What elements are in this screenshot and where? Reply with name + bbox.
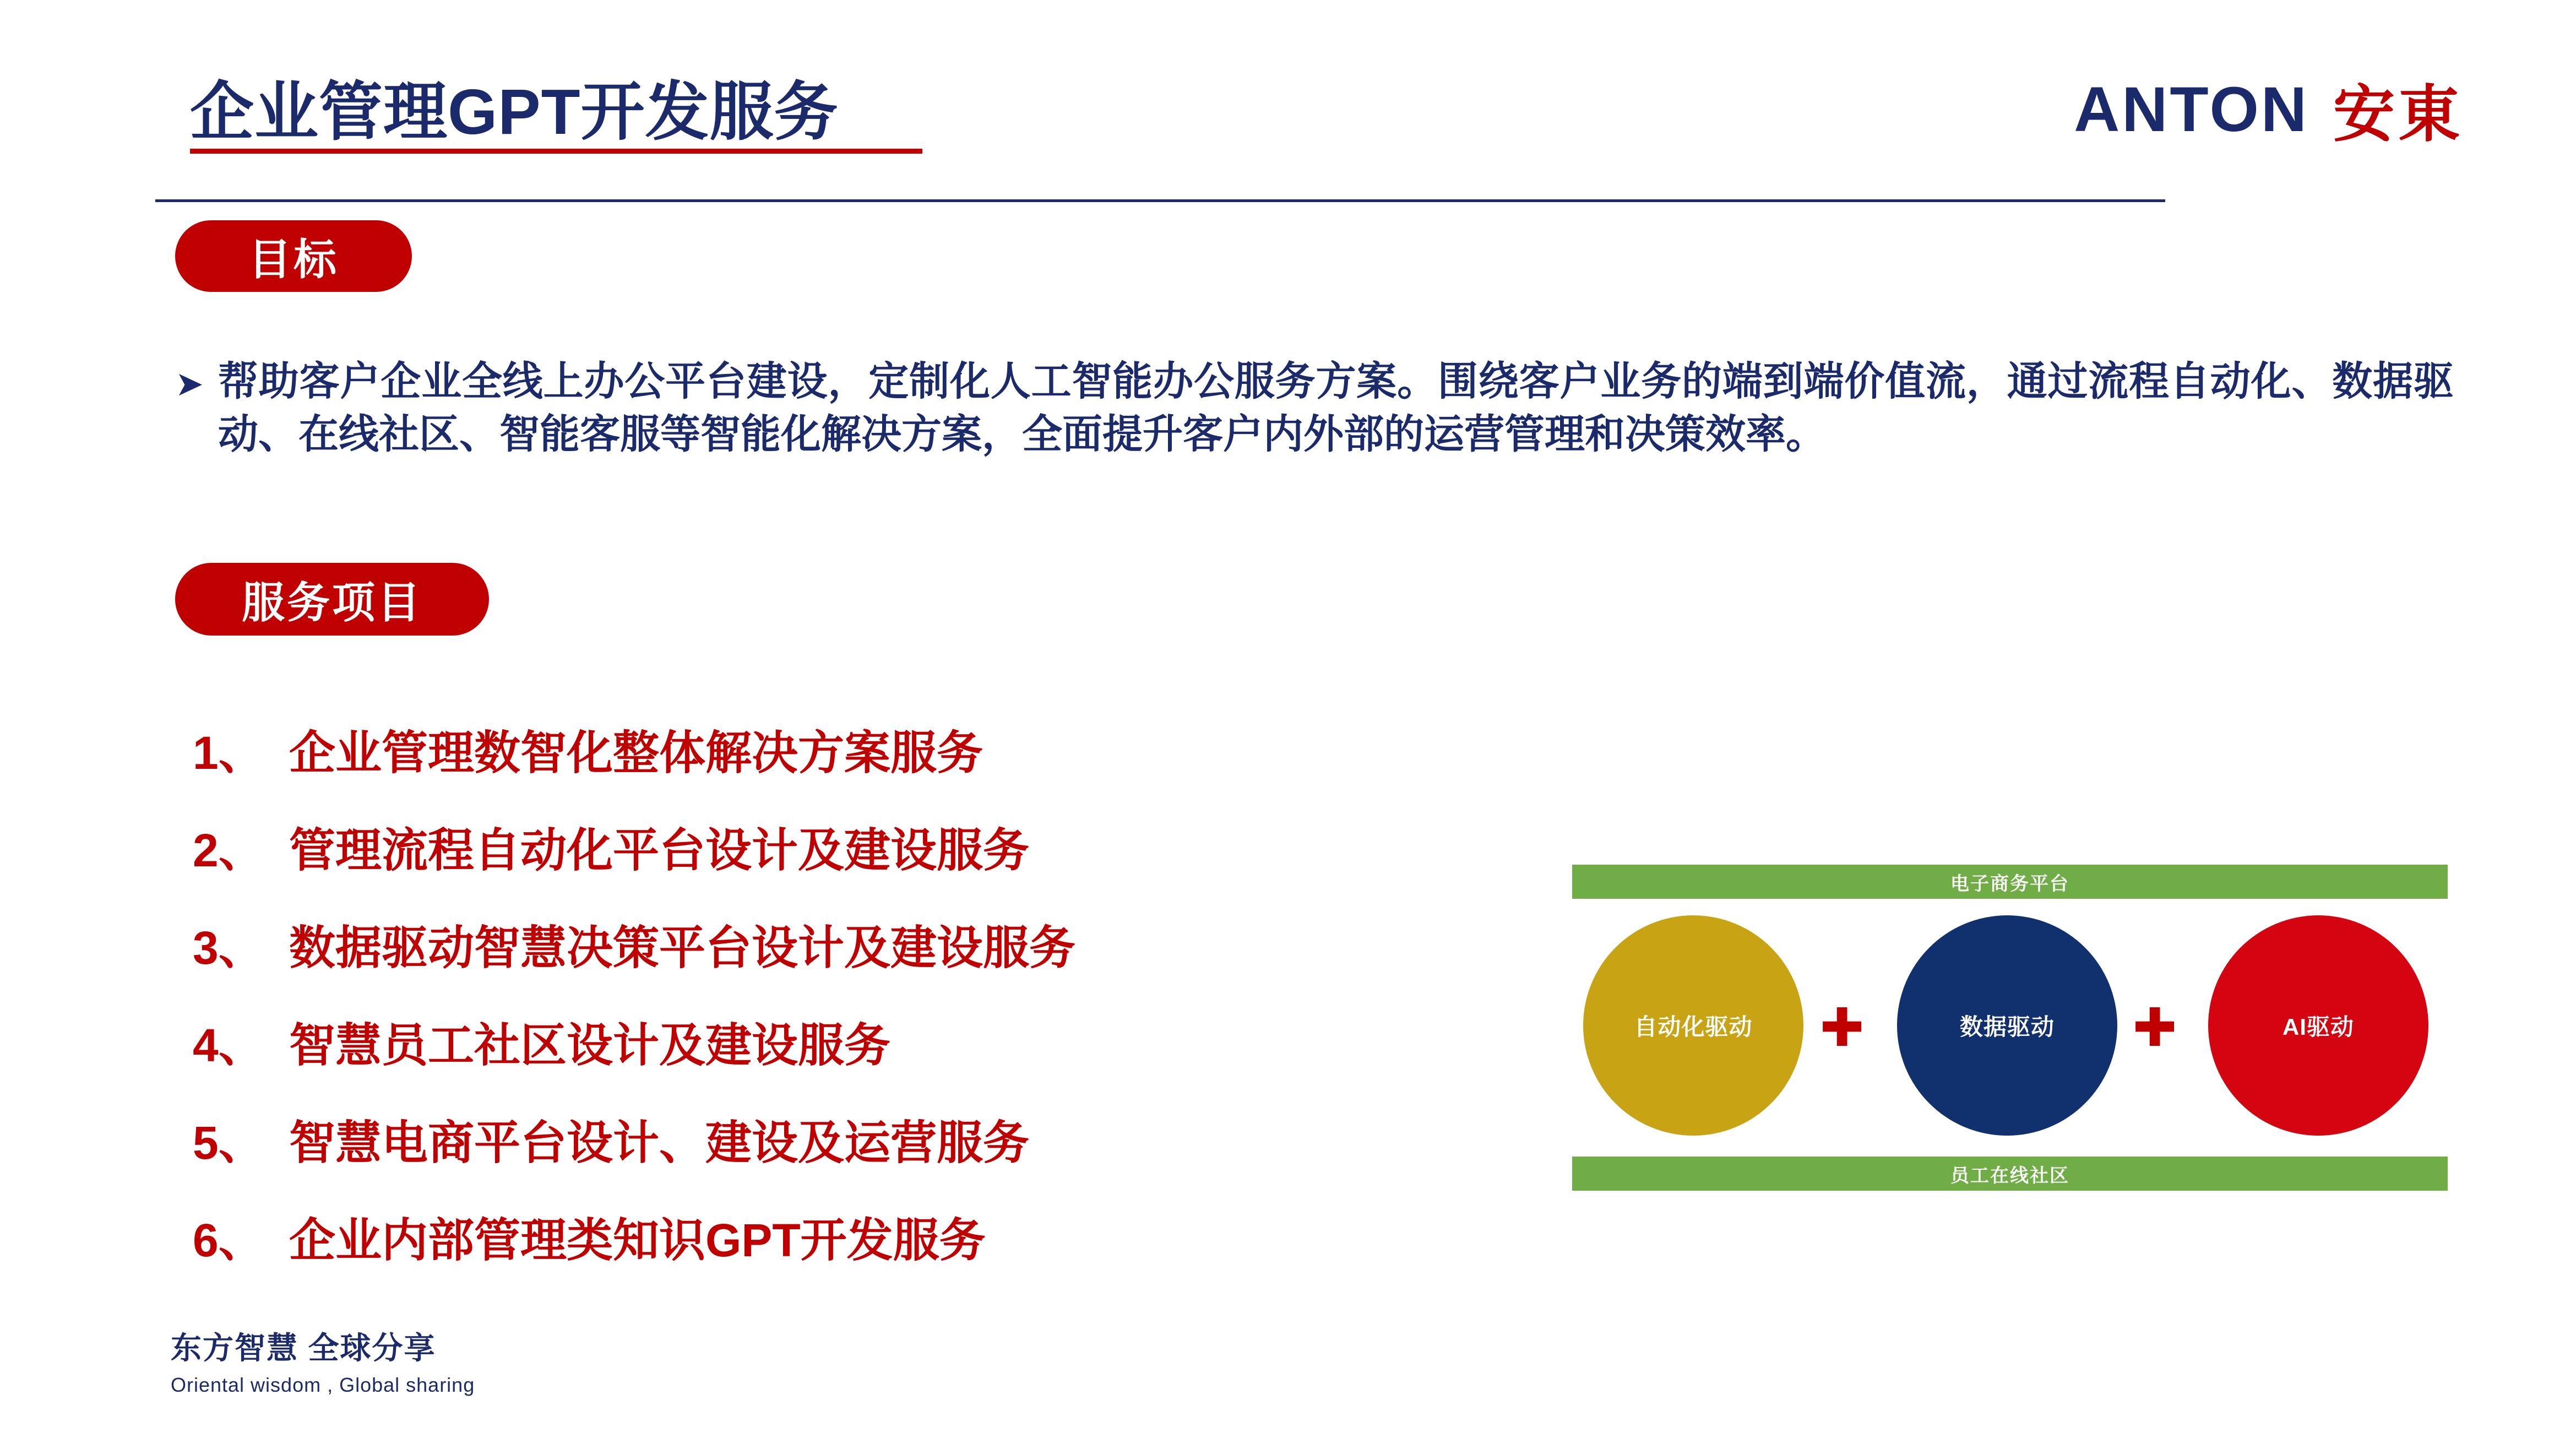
footer-slogan-en: Oriental wisdom , Global sharing (171, 1374, 475, 1396)
list-item-number: 4、 (193, 1019, 265, 1071)
list-item-label: 智慧电商平台设计、建设及运营服务 (289, 1117, 1030, 1169)
list-item-number: 1、 (193, 727, 265, 779)
footer-slogan-cn: 东方智慧 全球分享 (171, 1331, 436, 1365)
slide-header (0, 0, 2576, 209)
title-underline (190, 149, 922, 154)
arrow-bullet-icon: ➤ (175, 365, 204, 403)
list-item-label: 企业管理数智化整体解决方案服务 (289, 727, 983, 779)
diagram-circle-automation: 自动化驱动 (1583, 915, 1803, 1136)
drivers-diagram (1572, 865, 2448, 1195)
list-item-label: 企业内部管理类知识GPT开发服务 (289, 1214, 986, 1266)
goal-paragraph-text: 帮助客户企业全线上办公平台建设，定制化人工智能办公服务方案。围绕客户业务的端到端价值流，通过流程自动化、数据驱动、在线社区、智能客服等智能化解决方案，全面提升客户内外部的运营管理和决策效率。 (218, 359, 2454, 457)
list-item (193, 1106, 1558, 1173)
slide-footer (171, 1324, 475, 1397)
plus-icon: ✚ (1820, 998, 1865, 1057)
goal-paragraph-block (175, 355, 2471, 462)
goal-section-badge: 目标 (175, 220, 412, 292)
list-item (193, 716, 1558, 783)
list-item (193, 813, 1558, 880)
page-title: 企业管理GPT开发服务 (190, 76, 839, 148)
list-item-label: 数据驱动智慧决策平台设计及建设服务 (289, 922, 1076, 974)
list-item-number: 5、 (193, 1117, 265, 1169)
list-item-label: 管理流程自动化平台设计及建设服务 (289, 824, 1030, 876)
diagram-circle-ai: AI驱动 (2208, 915, 2428, 1136)
services-list (193, 716, 1558, 1301)
logo-wordmark-cn: 安東 (2333, 80, 2463, 149)
diagram-band-bottom: 员工在线社区 (1572, 1157, 2448, 1191)
plus-icon: ✚ (2133, 998, 2177, 1057)
list-item-number: 3、 (193, 922, 265, 974)
list-item (193, 1008, 1558, 1075)
diagram-circle-data: 数据驱动 (1897, 915, 2117, 1136)
list-item (193, 911, 1558, 978)
services-section-badge: 服务项目 (175, 563, 489, 636)
header-divider (155, 199, 2165, 202)
diagram-band-top: 电子商务平台 (1572, 865, 2448, 899)
list-item-number: 6、 (193, 1214, 265, 1266)
list-item-label: 智慧员工社区设计及建设服务 (289, 1019, 891, 1071)
list-item (193, 1203, 1558, 1270)
list-item-number: 2、 (193, 824, 265, 876)
company-logo (2074, 65, 2463, 154)
logo-wordmark: ANTON (2074, 74, 2309, 145)
